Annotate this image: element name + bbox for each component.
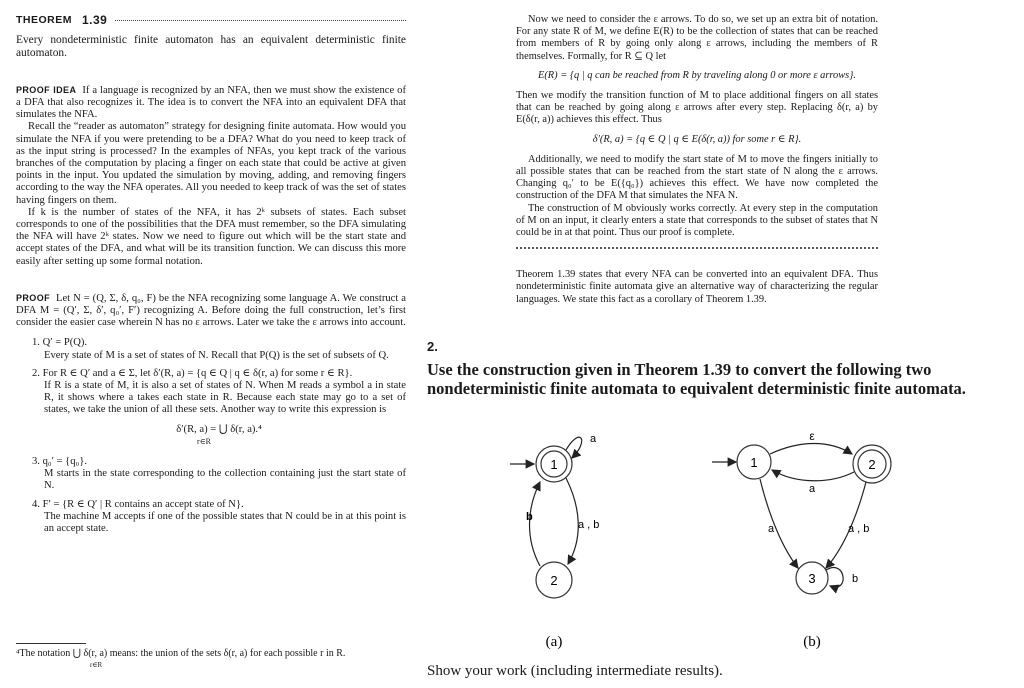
right-p5: Theorem 1.39 states that every NFA can be converted into an equivalent DFA. Thus nondeterministic finite automata give an alternative way of characterizing the regular languages. We state this fact as a corollary of Theorem 1.39. — [516, 269, 878, 305]
right-column — [516, 14, 878, 306]
step-2-head: 2. For R ∈ Q′ and a ∈ Σ, let δ′(R, a) = {q ∈ Q | q ∈ δ(r, a) for some r ∈ R}. — [32, 367, 353, 379]
automaton-a — [510, 433, 599, 650]
b-edge-2-1 — [772, 470, 854, 481]
step-4-body: The machine M accepts if one of the possible states that N could be in at this point is an accept state. — [44, 510, 406, 535]
proof-idea-label: PROOF IDEA — [16, 84, 77, 95]
b-edge-1-3 — [760, 479, 798, 568]
question-text: Use the construction given in Theorem 1.39 to convert the following two nondeterministic finite automata to equivalent deterministic finite automata. — [427, 360, 966, 398]
theorem-rule — [115, 20, 406, 21]
b-edge-1-2-label: ε — [809, 429, 815, 443]
question-footer: Show your work (including intermediate results). — [427, 663, 723, 679]
step-2 — [32, 368, 406, 448]
a-edge-2-1-label: b — [526, 511, 533, 523]
theorem-statement: Every nondeterministic finite automaton has an equivalent deterministic finite automaton. — [16, 34, 406, 59]
right-p1: Now we need to consider the ε arrows. To do so, we set up an extra bit of notation. For any state R of M, we define E(R) to be the collection of states that can be reached from members of R by going only along ε arrows, including the members of R themselves. Formally, for R ⊆ Q let — [516, 14, 878, 62]
proof-idea-p1 — [16, 84, 406, 122]
b-state-3-label: 3 — [808, 571, 816, 586]
step-1-head: 1. Q′ = P(Q). — [32, 337, 88, 349]
theorem-number: 1.39 — [82, 13, 108, 27]
question-number: 2. — [427, 339, 438, 354]
a-caption: (a) — [545, 634, 563, 650]
b-edge-2-1-label: a — [808, 483, 816, 495]
right-p4: The construction of M obviously works correctly. At every step in the computation of M on an input, it clearly enters a state that corresponds to the subset of states that N could be in at that point. Thus our proof is complete. — [516, 202, 878, 239]
a-loop-1 — [566, 437, 582, 458]
step-2-equation — [32, 424, 406, 448]
b-caption: (b) — [803, 634, 821, 650]
proof-steps — [16, 337, 406, 535]
a-state-2-label: 2 — [550, 573, 558, 588]
automata-diagrams — [490, 410, 910, 660]
step-1 — [32, 337, 406, 361]
proof-idea-p2: Recall the “reader as automaton” strategy for designing finite automata. How would you simulate the NFA if you were pretending to be a DFA? What do you need to keep track of as the input string is processed? In the examples of NFAs, you kept track of the various branches of the computation by placing a finger on each state that could be active at given points in the input. You updated the simulation by moving, adding, and removing fingers according to the way the NFA operates. All you needed to keep track of was the set of states having fingers on them. — [16, 121, 406, 206]
step-3-head: 3. q₀′ = {q₀}. — [32, 456, 87, 468]
left-column — [16, 14, 406, 535]
b-edge-1-2 — [770, 444, 852, 455]
proof-idea-p3: If k is the number of states of the NFA, it has 2ᵏ subsets of states. Each subset corresponds to one of the possibilities that the DFA must remember, so the DFA simulating the NFA will have 2ᵏ states. Now we need to figure out which will be the start state and accept states of the DFA, and what will be its transition function. We can discuss this more easily after setting up some formal notation. — [16, 206, 406, 267]
a-edge-2-1 — [530, 482, 541, 566]
b-edge-2-3-label: a , b — [848, 523, 870, 535]
step-4 — [32, 499, 406, 536]
right-eq2: δ′(R, a) = {q ∈ Q | q ∈ E(δ(r, a)) for some r ∈ R}. — [592, 133, 802, 145]
step-4-head: 4. F′ = {R ∈ Q′ | R contains an accept state of N}. — [32, 498, 244, 510]
theorem-heading — [16, 14, 406, 26]
b-state-2-label: 2 — [868, 457, 876, 472]
proof-label: PROOF — [16, 292, 51, 303]
b-loop-3-label: b — [852, 573, 859, 585]
automaton-b — [712, 429, 891, 650]
proof-intro-text: Let N = (Q, Σ, δ, q₀, F) be the NFA recognizing some language A. We construct a DFA M = (Q′, Σ, δ′, q₀′, F′) recognizing A. Before doing the full construction, let’s first consider the easier case wherein N has no ε arrows. Later we take the ε arrows into account. — [16, 292, 406, 329]
a-edge-1-2 — [566, 478, 578, 564]
b-edge-1-3-label: a — [768, 523, 775, 535]
right-p2: Then we modify the transition function of M to place additional fingers on all states that can be reached by going along ε arrows after every step. Replacing δ(r, a) by E(δ(r, a)) achieves this effect. Thus — [516, 90, 878, 126]
proof-intro — [16, 292, 406, 330]
footnote-sub: r∈R — [90, 661, 103, 669]
footnote-rule — [16, 643, 86, 644]
right-eq1: E(R) = {q | q can be reached from R by traveling along 0 or more ε arrows}. — [538, 69, 856, 81]
a-edge-1-2-label: a , b — [578, 519, 600, 531]
step-1-body: Every state of M is a set of states of N. Recall that P(Q) is the set of subsets of Q. — [44, 349, 389, 361]
step-2-eq-sub: r∈R — [197, 436, 211, 446]
a-state-1-label: 1 — [550, 457, 558, 472]
a-loop-1-label: a — [590, 433, 597, 445]
step-3 — [32, 456, 406, 493]
theorem-label: THEOREM — [16, 14, 72, 26]
step-3-body: M starts in the state corresponding to the collection containing just the start state of N. — [44, 468, 406, 492]
b-state-1-label: 1 — [750, 455, 758, 470]
footnote — [16, 648, 406, 669]
right-p3: Additionally, we need to modify the start state of M to move the fingers initially to all possible states that can be reached from the start state of N along the ε arrows. Changing q₀′ to be E({q₀}) achieves this effect. We have now completed the construction of the DFA M that simulates the NFA N. — [516, 153, 878, 202]
step-2-eq-text: δ′(R, a) = ⋃ δ(r, a).⁴ — [176, 423, 262, 435]
footnote-text: ⁴The notation ⋃ δ(r, a) means: the union of the sets δ(r, a) for each possible r in R. — [16, 648, 346, 659]
step-2-body: If R is a state of M, it is also a set of states of N. When M reads a symbol a in state R, it shows where a takes each state in R. Because each state may go to a set of states, we take the union of all these sets. Another way to write this expression is — [44, 380, 406, 416]
proof-idea-text1: If a language is recognized by an NFA, then we must show the existence of a DFA that also recognizes it. The idea is to convert the NFA into an equivalent DFA that simulates the NFA. — [16, 84, 406, 121]
